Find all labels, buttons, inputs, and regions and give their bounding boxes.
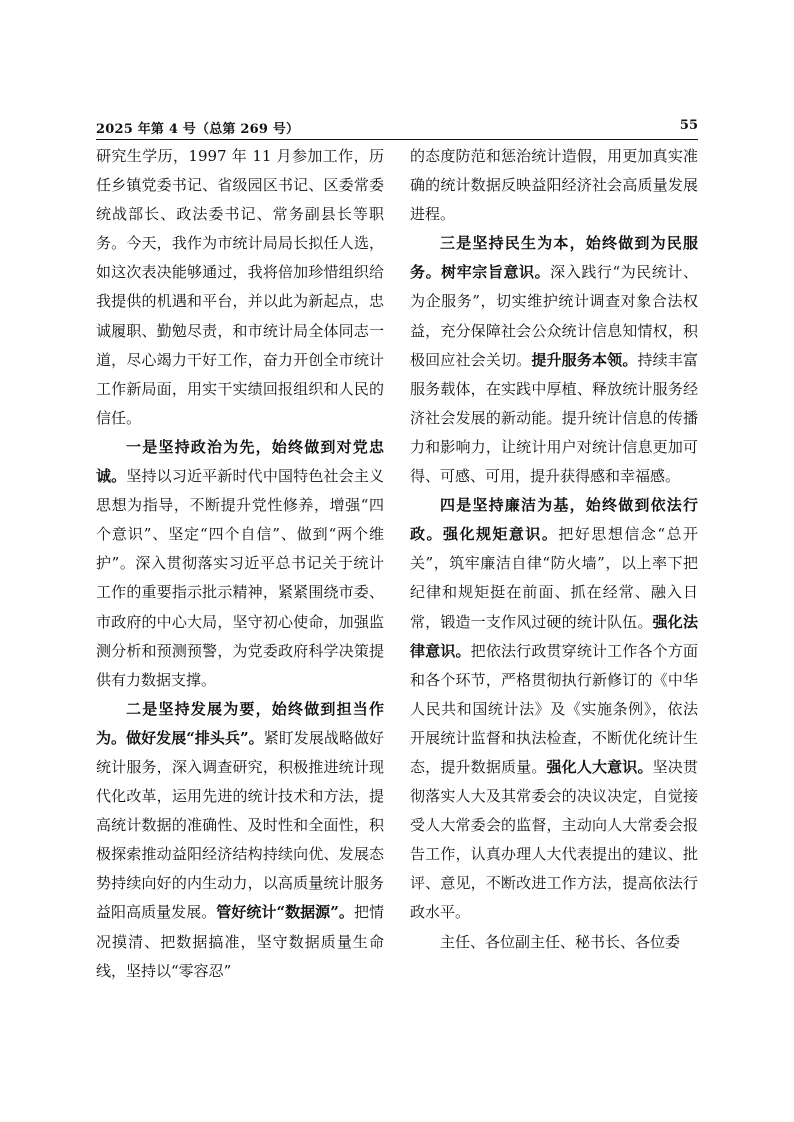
paragraph-text: 主任、各位副主任、秘书长、各位委 <box>440 932 681 951</box>
paragraph-text: 深入践行“为民统计、为企服务”，切实维护统计调查对象合法权益，充分保障社会公众统计信息知情权，积极回应社会关切。 <box>410 263 698 369</box>
paragraph-text: 的态度防范和惩治统计造假，用更加真实准确的统计数据反映益阳经济社会高质量发展进程。 <box>410 147 698 224</box>
paragraph-text: 把好思想信念“总开关”，筑牢廉洁自律“防火墙”，以上率下把纪律和规矩挺在前面、抓在经常、融入日常，锻造一支作风过硬的统计队伍。 <box>410 525 698 631</box>
issue-label: 2025 年第 4 号（总第 269 号） <box>96 122 300 137</box>
point-heading: 一是坚持政治为先，始终做到对党忠诚。 <box>96 437 384 486</box>
paragraph-text: 把情况摸清、把数据搞准，坚守数据质量生命线，坚持以“零容忍” <box>96 903 384 980</box>
paragraph-text: 紧盯发展战略做好统计服务，深入调查研究，积极推进统计现代化改革，运用先进的统计技术和方法，提高统计数据的准确性、及时性和全面性，积极探索推动益阳经济结构持续向优、发展态势持续向好的内生动力，以高质量统计服务益阳高质量发展。 <box>96 728 384 922</box>
paragraph-closing <box>410 928 698 957</box>
sub-heading: 强化人大意识。 <box>546 757 653 776</box>
point-heading: 三是坚持民生为本，始终做到为民服务。 <box>410 234 698 282</box>
paragraph-point-three <box>410 229 698 491</box>
point-heading: 二是坚持发展为要，始终做到担当作为。 <box>96 699 384 747</box>
paragraph-text: 坚持以习近平新时代中国特色社会主义思想为指导，不断提升党性修养，增强“四个意识”、坚定“四个自信”、做到“两个维护”。深入贯彻落实习近平总书记关于统计工作的重要指示批示精神，紧紧围绕市委、市政府的中心大局，坚守初心使命，加强监测分析和预测预警，为党委政府科学决策提供有力数据支撑。 <box>96 467 384 689</box>
paragraph-text: 坚决贯彻落实人大及其常委会的决议决定，自觉接受人大常委会的监督，主动向人大常委会报告工作，认真办理人大代表提出的建议、批评、意见，不断改进工作方法，提高依法行政水平。 <box>410 757 698 922</box>
paragraph-bio <box>96 142 384 433</box>
page-number: 55 <box>679 118 698 133</box>
paragraph-text: 把依法行政贯穿统计工作各个方面和各个环节，严格贯彻执行新修订的《中华人民共和国统计法》及《实施条例》，依法开展统计监督和执法检查，不断优化统计生态，提升数据质量。 <box>410 641 698 776</box>
sub-heading: 做好发展“排头兵”。 <box>126 728 264 747</box>
paragraph-point-two <box>96 695 384 986</box>
running-header <box>96 115 698 140</box>
sub-heading: 树牢宗旨意识。 <box>441 263 551 282</box>
sub-heading: 提升服务本领。 <box>531 350 638 369</box>
paragraph-continuation <box>410 142 698 229</box>
point-heading: 四是坚持廉洁为基，始终做到依法行政。 <box>410 496 698 544</box>
paragraph-point-one <box>96 433 384 695</box>
left-column <box>96 142 384 986</box>
paragraph-text: 研究生学历，1997 年 11 月参加工作，历任乡镇党委书记、省级园区书记、区委常委统战部长、政法委书记、常务副县长等职务。今天，我作为市统计局局长拟任人选，如这次表决能够通过，我将倍加珍惜组织给我提供的机遇和平台，并以此为新起点，忠诚履职、勤勉尽责，和市统计局全体同志一道，尽心竭力干好工作，奋力开创全市统计工作新局面，用实干实绩回报组织和人民的信任。 <box>96 147 384 427</box>
right-column <box>410 142 698 957</box>
sub-heading: 管好统计“数据源”。 <box>216 903 354 922</box>
sub-heading: 强化规矩意识。 <box>442 525 559 544</box>
paragraph-text: 持续丰富服务载体，在实践中厚植、释放统计服务经济社会发展的新动能。提升统计信息的传播力和影响力，让统计用户对统计信息更加可得、可感、可用，提升获得感和幸福感。 <box>410 350 698 486</box>
sub-heading: 强化法律意识。 <box>410 612 698 660</box>
paragraph-point-four <box>410 491 698 927</box>
